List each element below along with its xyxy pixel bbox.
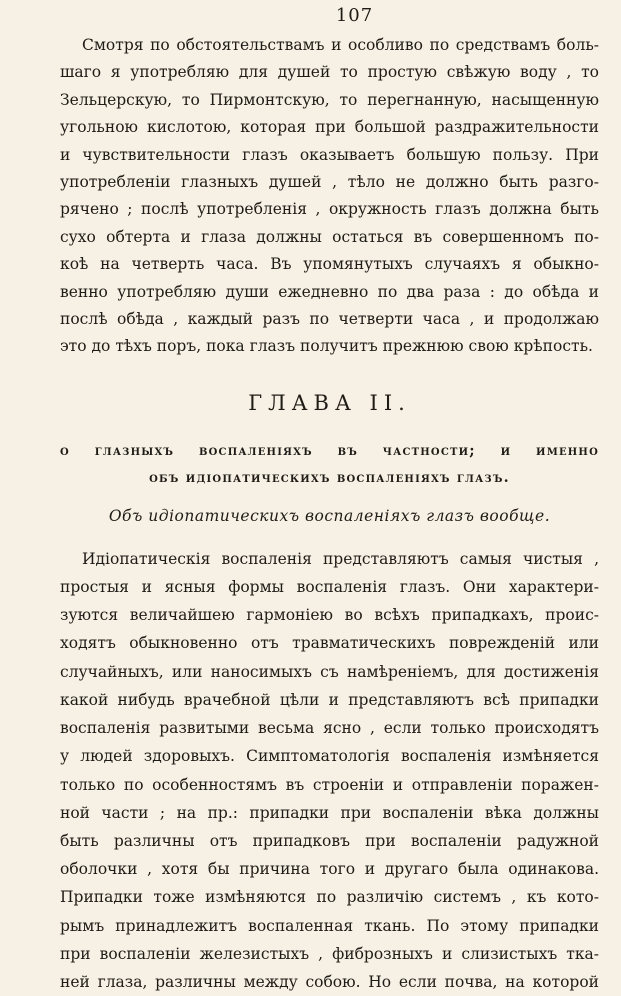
text-line: венно употребляю души ежедневно по два раза : до обѣда и — [60, 282, 599, 301]
text-line: рымъ принадлежитъ воспаленная ткань. По этому припадки — [60, 916, 599, 935]
text-line: Зельцерскую, то Пирмонтскую, то перегнанную, насыщенную — [60, 90, 599, 109]
text-line: Смотря по обстоятельствамъ и особливо по средствамъ боль- — [82, 36, 599, 54]
text-line: у людей здоровыхъ. Симптоматологія воспаленія измѣняется — [60, 747, 599, 766]
paragraph-main — [60, 545, 599, 996]
text-line: оболочки , хотя бы причина того и другаго была одинакова. — [60, 860, 599, 879]
text-line: какой нибудь врачебной цѣли и представляютъ всѣ припадки — [60, 690, 599, 709]
section-heading-line: о глазныхъ воспаленіяхъ въ частности; и именно — [60, 441, 599, 459]
text-line: при воспаленіи железистыхъ , фиброзныхъ и слизистыхъ тка- — [60, 944, 599, 963]
text-line: ной части ; на пр.: припадки при воспаленіи вѣка должны — [60, 803, 599, 822]
text-line: шаго я употребляю для душей то простую свѣжую воду , то — [60, 63, 599, 82]
text-line: сухо обтерта и глаза должны остаться въ совершенномъ по- — [60, 227, 599, 246]
page-number: 107 — [335, 5, 374, 26]
text-line: коѣ на четверть часа. Въ упомянутыхъ случаяхъ я обыкно- — [60, 255, 599, 274]
subsection-heading: Объ идіопатическихъ воспаленіяхъ глазъ вообще. — [108, 506, 551, 525]
text-line: зуются величайшею гармоніею во всѣхъ припадкахъ, проис- — [60, 606, 599, 625]
text-line: случайныхъ, или наносимыхъ съ намѣреніемъ, для достиженія — [60, 662, 599, 681]
text-line: и чувствительности глазъ оказываетъ большую пользу. При — [60, 145, 599, 164]
chapter-title: ГЛАВА II. — [248, 390, 411, 415]
section-heading — [60, 437, 599, 491]
text-line: Припадки тоже измѣняются по различію системъ , къ кото- — [60, 888, 599, 907]
text-line: употребленіи глазныхъ душей , тѣло не должно быть разго- — [60, 173, 599, 192]
section-heading-line: объ идіопатическихъ воспаленіяхъ глазъ. — [149, 468, 510, 486]
text-line: ходятъ обыкновенно отъ травматическихъ поврежденій или — [60, 634, 599, 653]
text-line: Идіопатическія воспаленія представляютъ самыя чистыя , — [82, 549, 599, 568]
text-line: простыя и ясныя формы воспаленія глазъ. Они характери- — [60, 578, 599, 597]
text-line: только по особенностямъ въ строеніи и отправленіи поражен- — [60, 775, 599, 794]
text-line: ней глаза, различны между собою. Но если почва, на которой — [60, 972, 599, 991]
text-line: это до тѣхъ поръ, пока глазъ получитъ прежнюю свою крѣпость. — [60, 337, 593, 356]
paragraph-intro — [60, 32, 599, 361]
text-line: послѣ обѣда , каждый разъ по четверти часа , и продолжаю — [60, 310, 599, 329]
text-line: рячено ; послѣ употребленія , окружность глазъ должна быть — [60, 200, 599, 219]
text-line: угольною кислотою, которая при большой раздражительности — [60, 118, 599, 137]
text-line: быть различны отъ припадковъ при воспаленіи радужной — [60, 831, 599, 850]
text-line: воспаленія развитыми весьма ясно , если только происходятъ — [60, 719, 599, 738]
